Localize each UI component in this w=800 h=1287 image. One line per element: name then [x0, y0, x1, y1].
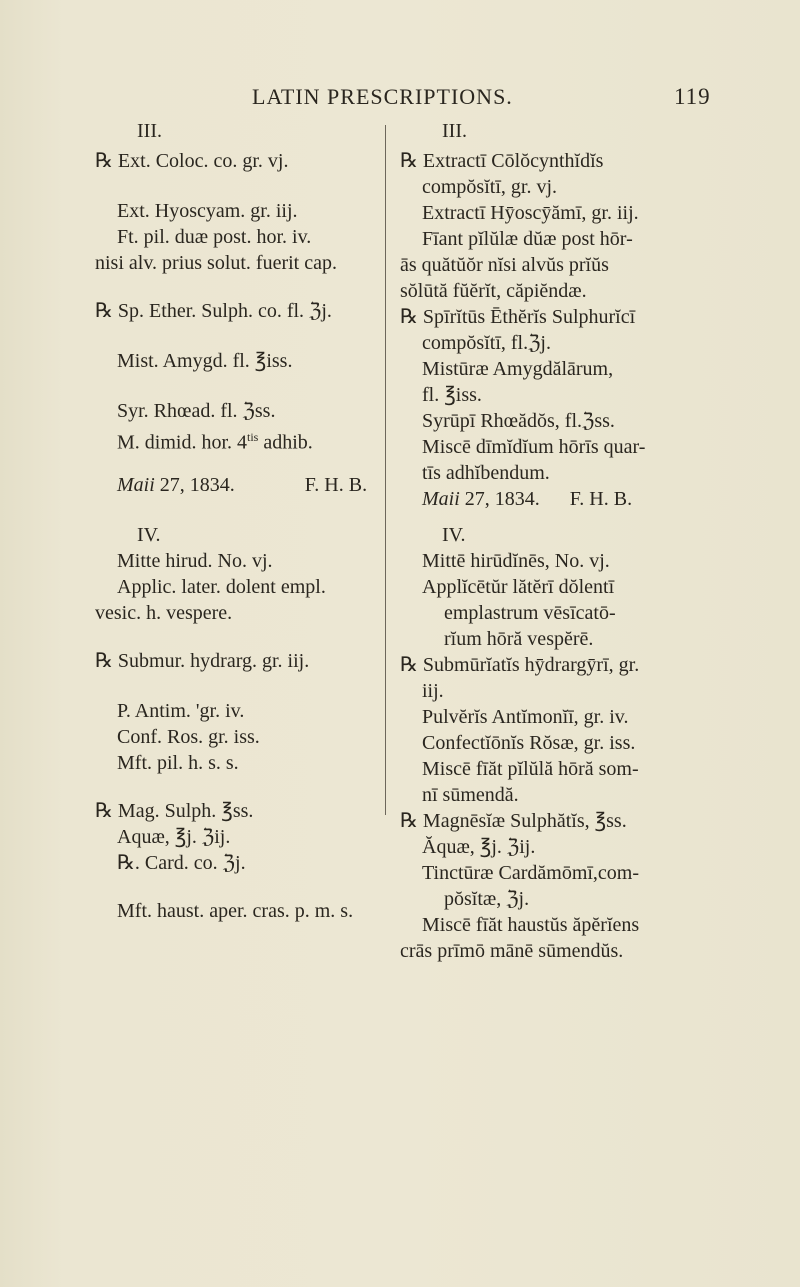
initials: F. H. B.	[569, 488, 633, 510]
prescription-line: ℞. Card. co. ℨj.	[117, 852, 246, 874]
prescription-line: ℞ Magnēsĭæ Sulphătĭs, ℥ss.	[400, 810, 627, 832]
prescription-line: compŏsĭtī, fl.ℨj.	[422, 332, 551, 354]
dose-text: M. dimid. hor. 4	[117, 431, 248, 454]
prescription-line: ℞ Mag. Sulph. ℥ss.	[95, 800, 254, 822]
date-month: Maii	[117, 474, 155, 496]
prescription-line: sŏlūtă fŭĕrĭt, căpiĕndæ.	[400, 280, 587, 302]
prescription-line	[117, 424, 313, 456]
prescription-line: Syr. Rhœad. fl. ℨss.	[117, 400, 276, 422]
prescription-line: Mft. haust. aper. cras. p. m. s.	[117, 900, 354, 922]
section-heading-iv: IV.	[442, 524, 466, 546]
prescription-line: Miscē dīmĭdĭum hōrīs quar-	[422, 436, 646, 458]
prescription-line: Pulvĕrĭs Antĭmonĭī, gr. iv.	[422, 706, 629, 728]
prescription-line: Applic. later. dolent empl.	[117, 576, 326, 598]
prescription-line: Extractī Hȳoscȳămī, gr. iij.	[422, 202, 639, 224]
running-title: LATIN PRESCRIPTIONS.	[252, 84, 513, 109]
prescription-line: vesic. h. vespere.	[95, 602, 233, 624]
prescription-line: Conf. Ros. gr. iss.	[117, 726, 260, 748]
prescription-line: Mistūræ Amygdălārum,	[422, 358, 614, 380]
prescription-line: Applĭcētŭr lătĕrī dŏlentī	[422, 576, 615, 598]
superscript: tis	[247, 430, 259, 444]
running-header	[0, 84, 800, 114]
prescription-line: ℞ Submūrĭatĭs hȳdrargȳrī, gr.	[400, 654, 640, 676]
prescription-line: nī sūmendă.	[422, 784, 519, 806]
prescription-line: Fīant pĭlŭlæ dŭæ post hōr-	[422, 228, 633, 250]
date-line	[117, 472, 367, 498]
prescription-line: compŏsĭtī, gr. vj.	[422, 176, 557, 198]
prescription-line: emplastrum vēsīcatō-	[444, 602, 616, 624]
column-divider	[385, 125, 386, 815]
prescription-line: Mist. Amygd. fl. ℥iss.	[117, 350, 293, 372]
prescription-line: Ext. Hyoscyam. gr. iij.	[117, 200, 298, 222]
prescription-line: P. Antim. 'gr. iv.	[117, 700, 245, 722]
prescription-line: Confectĭōnĭs Rŏsæ, gr. iss.	[422, 732, 636, 754]
prescription-line: Aquæ, ℥j. ℨij.	[117, 826, 231, 848]
prescription-line: Ăquæ, ℥j. ℨij.	[422, 836, 536, 858]
prescription-line: pŏsĭtæ, ℨj.	[444, 888, 530, 910]
date-line	[422, 486, 632, 512]
prescription-line: tīs adhĭbendum.	[422, 462, 550, 484]
date-year: 27, 1834.	[154, 474, 235, 496]
prescription-line: Miscē fīăt pĭlŭlă hōră som-	[422, 758, 639, 780]
prescription-line: crās prīmō mānē sūmendŭs.	[400, 940, 624, 962]
dose-tail: adhib.	[258, 431, 313, 454]
section-heading-iii: III.	[137, 120, 162, 142]
prescription-line: Mitte hirud. No. vj.	[117, 550, 273, 572]
prescription-line: Miscē fīăt haustŭs ăpĕrĭens	[422, 914, 640, 936]
page-number: 119	[674, 84, 711, 109]
prescription-line: ās quătŭŏr nĭsi alvŭs prĭŭs	[400, 254, 609, 276]
section-heading-iv: IV.	[137, 524, 161, 546]
date-month: Maii	[422, 488, 460, 510]
date-year: 27, 1834.	[459, 488, 540, 510]
prescription-line: Mittē hirūdĭnēs, No. vj.	[422, 550, 610, 572]
prescription-line: ℞ Submur. hydrarg. gr. iij.	[95, 650, 310, 672]
prescription-line: Tinctūræ Cardămōmī,com-	[422, 862, 640, 884]
prescription-line: nisi alv. prius solut. fuerit cap.	[95, 252, 337, 274]
prescription-line: ℞ Spīrĭtūs Ēthĕrĭs Sulphurĭcī	[400, 306, 636, 328]
prescription-line: ℞ Sp. Ether. Sulph. co. fl. ℨj.	[95, 300, 332, 322]
prescription-line: Mft. pil. h. s. s.	[117, 752, 239, 774]
prescription-line: ℞ Extractī Cōlŏcynthĭdĭs	[400, 150, 604, 172]
prescription-line: ℞ Ext. Coloc. co. gr. vj.	[95, 150, 289, 172]
prescription-line: rĭum hōră vespĕrē.	[444, 628, 594, 650]
prescription-line: Ft. pil. duæ post. hor. iv.	[117, 226, 312, 248]
prescription-line: Syrūpī Rhœădŏs, fl.ℨss.	[422, 410, 615, 432]
section-heading-iii: III.	[442, 120, 467, 142]
initials: F. H. B.	[304, 474, 368, 496]
prescription-line: iij.	[422, 680, 444, 702]
prescription-line: fl. ℥iss.	[422, 384, 482, 406]
